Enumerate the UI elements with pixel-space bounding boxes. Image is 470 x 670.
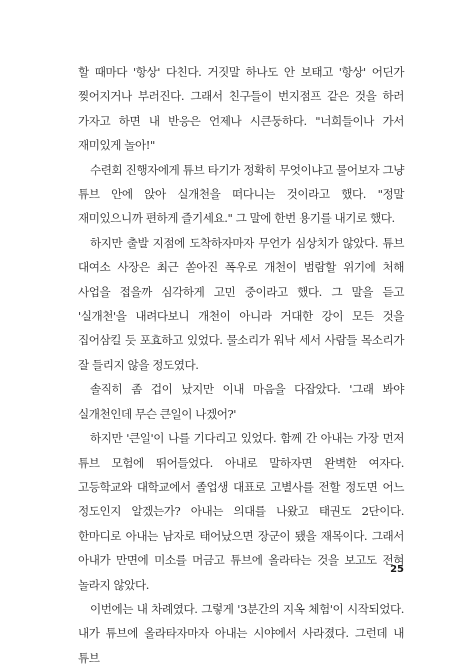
paragraph-3: 하지만 출발 지점에 도착하자마자 무언가 심상치가 않았다. 튜브 대여소 사장은 최근 쏟아진 폭우로 개천이 범람할 위기에 처해 사업을 접을까 심각하게 고민 중이라고 했다. 그 말을 듣고 '실개천'을 내려다보니 개천이 아니라 거대한 강이 모든 것을 집어삼킬 듯 포효하고 있었다. 물소리가 워낙 세서 사람들 목소리가 잘 들리지 않을 정도였다. (78, 235, 404, 372)
paragraph-6: 이번에는 내 차례였다. 그렇게 '3분간의 지옥 체험'이 시작되었다. 내가 튜브에 올라타자마자 아내는 시야에서 사라졌다. 그런데 내 튜브 (78, 601, 404, 665)
paragraph-2: 수련회 진행자에게 튜브 타기가 정확히 무엇이냐고 물어보자 그냥 튜브 안에 앉아 실개천을 떠다니는 것이라고 했다. "정말 재미있으니까 편하게 즐기세요." 그 말에 한번 용기를 내기로 했다. (78, 162, 404, 226)
paragraph-1: 할 때마다 '항상' 다친다. 거짓말 하나도 안 보태고 '항상' 어딘가 찢어지거나 부러진다. 그래서 친구들이 번지점프 같은 것을 하러 가자고 하면 내 반응은 언제나 시큰둥하다. "너희들이나 가서 재미있게 놀아!" (78, 65, 404, 153)
page-number: 25 (390, 564, 404, 575)
body-text (78, 60, 404, 670)
paragraph-4: 솔직히 좀 겁이 났지만 이내 마음을 다잡았다. '그래 봐야 실개천인데 무슨 큰일이 나겠어?' (78, 382, 404, 421)
paragraph-5: 하지만 '큰일'이 나를 기다리고 있었다. 함께 간 아내는 가장 먼저 튜브 모험에 뛰어들었다. 아내로 말하자면 완벽한 여자다. 고등학교와 대학교에서 졸업생 대표로 고별사를 전할 정도면 어느 정도인지 알겠는가? 아내는 의대를 나왔고 태권도 2단이다. 한마디로 아내는 남자로 태어났으면 장군이 됐을 재목이다. 그래서 아내가 만면에 미소를 머금고 튜브에 올라타는 것을 보고도 전혀 놀라지 않았다. (78, 431, 404, 592)
